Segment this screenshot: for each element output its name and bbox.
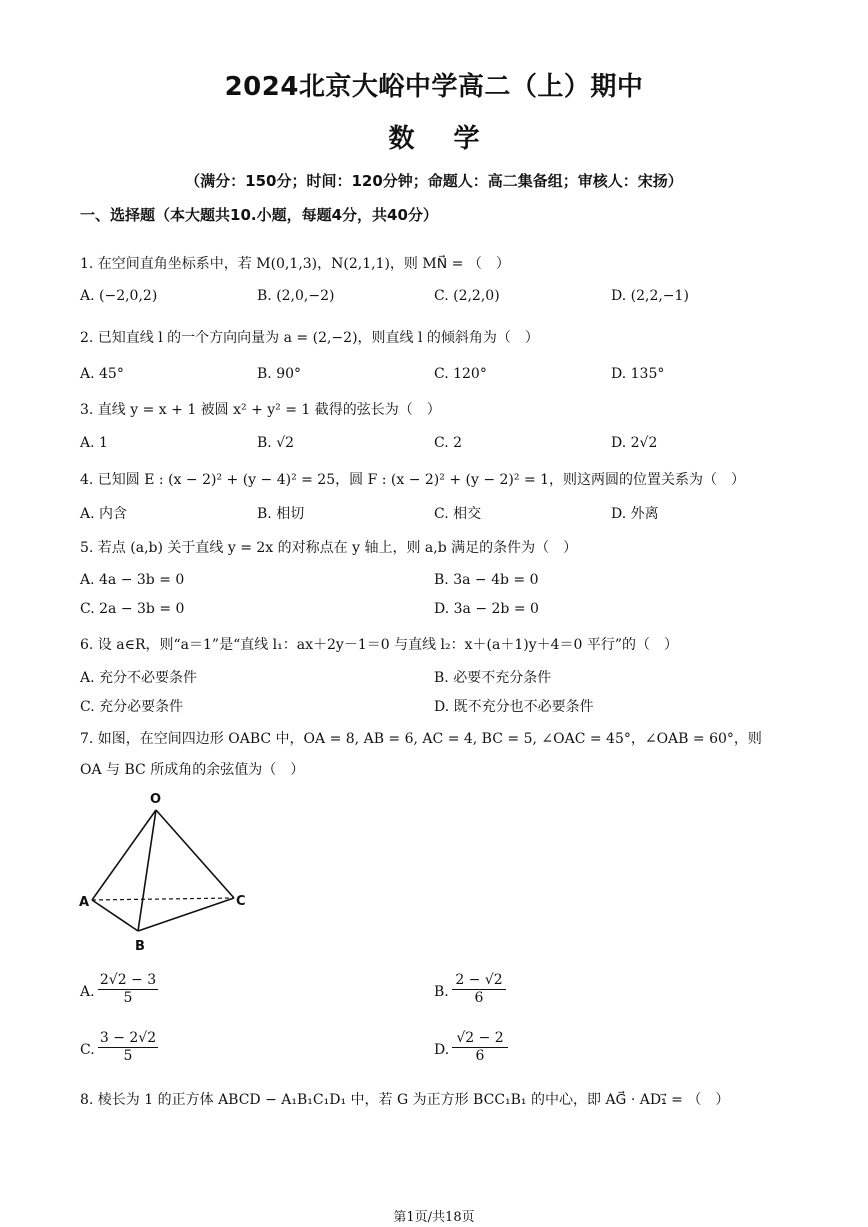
edge-bc <box>138 898 234 931</box>
question-5-stem: 5. 若点 (a,b) 关于直线 y = 2x 的对称点在 y 轴上，则 a,b 满足的条件为（ ） <box>80 540 578 556</box>
q7-option-c-den: 5 <box>123 1048 133 1064</box>
q7-option-a-num: 2√2 − 3 <box>99 972 157 988</box>
q4-option-c: C. 相交 <box>434 506 482 522</box>
q3-option-d: D. 2√2 <box>611 435 658 451</box>
q6-option-c: C. 充分必要条件 <box>80 699 184 715</box>
section-heading: 一、选择题（本大题共10.小题，每题4分，共40分） <box>80 206 438 224</box>
q2-option-d: D. 135° <box>611 366 665 382</box>
q7-option-d-den: 6 <box>475 1048 485 1064</box>
vertex-label-b: B <box>135 939 145 954</box>
q6-option-a: A. 充分不必要条件 <box>80 670 198 686</box>
question-6-stem: 6. 设 a∈R，则“a＝1”是“直线 l₁：ax＋2y－1＝0 与直线 l₂：x＋(a＋1)y＋4＝0 平行”的（ ） <box>80 637 679 653</box>
exam-info: （满分：150分；时间：120分钟；命题人：高二集备组；审核人：宋扬） <box>185 172 683 190</box>
question-4-stem: 4. 已知圆 E : (x − 2)² + (y − 4)² = 25，圆 F : (x − 2)² + (y − 2)² = 1，则这两圆的位置关系为（ ） <box>80 472 746 488</box>
vertex-label-o: O <box>150 792 162 807</box>
subject-title: 数 学 <box>388 124 480 154</box>
q1-option-b: B. (2,0,−2) <box>257 288 335 304</box>
q7-option-c-num: 3 − 2√2 <box>99 1030 157 1046</box>
edge-ab <box>92 900 138 931</box>
q3-option-c: C. 2 <box>434 435 463 451</box>
vertex-label-a: A <box>79 895 90 910</box>
edge-oa <box>92 810 156 900</box>
question-3-stem: 3. 直线 y = x + 1 被圆 x² + y² = 1 截得的弦长为（ ） <box>80 402 441 418</box>
tetrahedron-figure <box>74 788 274 958</box>
question-7-stem: 7. 如图，在空间四边形 OABC 中，OA = 8, AB = 6, AC = 4, BC = 5, ∠OAC = 45°，∠OAB = 60°，则 <box>80 731 762 747</box>
q6-option-d: D. 既不充分也不必要条件 <box>434 699 594 715</box>
q2-option-b: B. 90° <box>257 366 302 382</box>
q6-option-b: B. 必要不充分条件 <box>434 670 552 686</box>
question-8-stem: 8. 棱长为 1 的正方体 ABCD − A₁B₁C₁D₁ 中，若 G 为正方形 BCC₁B₁ 的中心，即 AG⃗ · AD₁⃗ = （ ） <box>80 1092 730 1108</box>
q7-option-d-num: √2 − 2 <box>452 1030 508 1048</box>
q1-option-a: A. (−2,0,2) <box>80 288 158 304</box>
q4-option-b: B. 相切 <box>257 506 305 522</box>
q3-option-b: B. √2 <box>257 435 295 451</box>
question-2-stem: 2. 已知直线 l 的一个方向向量为 a = (2,−2)，则直线 l 的倾斜角为（ ） <box>80 330 539 346</box>
q1-option-d: D. (2,2,−1) <box>611 288 689 304</box>
q5-option-b: B. 3a − 4b = 0 <box>434 572 539 588</box>
q7-option-a-den: 5 <box>123 990 133 1006</box>
q7-option-d-letter: D. <box>434 1042 450 1058</box>
q7-option-b-letter: B. <box>434 984 449 1000</box>
q7-option-c-letter: C. <box>80 1042 95 1058</box>
q2-option-a: A. 45° <box>80 366 124 382</box>
q7-option-d-fraction <box>452 1030 508 1064</box>
q4-option-a: A. 内含 <box>80 506 128 522</box>
edge-ac-hidden <box>92 898 234 900</box>
q2-option-c: C. 120° <box>434 366 487 382</box>
q4-option-d: D. 外离 <box>611 506 659 522</box>
edge-ob <box>138 810 156 931</box>
q3-option-a: A. 1 <box>80 435 108 451</box>
q1-option-c: C. (2,2,0) <box>434 288 500 304</box>
q5-option-a: A. 4a − 3b = 0 <box>80 572 185 588</box>
question-7-stem-cont: OA 与 BC 所成角的余弦值为（ ） <box>80 762 305 778</box>
page-title: 2024北京大峪中学高二（上）期中 <box>224 72 644 102</box>
page-footer: 第1页/共18页 <box>393 1210 475 1225</box>
q7-option-a-letter: A. <box>80 984 95 1000</box>
q7-option-a-fraction <box>98 972 158 1006</box>
q5-option-c: C. 2a − 3b = 0 <box>80 601 185 617</box>
q7-option-b-den: 6 <box>474 990 484 1006</box>
question-1-stem: 1. 在空间直角坐标系中，若 M(0,1,3)，N(2,1,1)，则 MN⃗ = （ ） <box>80 256 510 272</box>
vertex-label-c: C <box>236 894 246 909</box>
q5-option-d: D. 3a − 2b = 0 <box>434 601 539 617</box>
q7-option-c-fraction <box>98 1030 158 1064</box>
q7-option-b-num: 2 − √2 <box>452 972 506 990</box>
q7-option-b-fraction <box>452 972 506 1006</box>
edge-oc <box>156 810 234 898</box>
